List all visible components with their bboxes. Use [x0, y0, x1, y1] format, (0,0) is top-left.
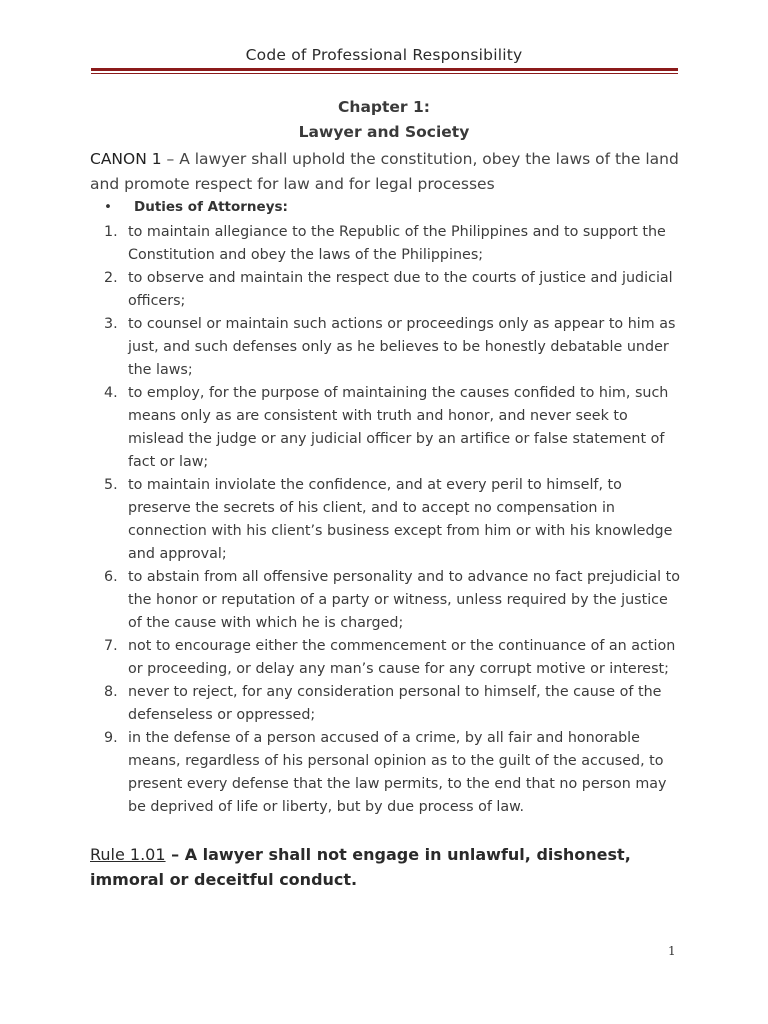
list-item-text: to abstain from all offensive personality and to advance no fact prejudicial to the honor or reputation of a party or witness, unless required by the justice of the cause with which he is charged;: [128, 569, 680, 631]
list-item-number: 7.: [104, 638, 118, 654]
list-item-number: 8.: [104, 684, 118, 700]
bullet-icon: •: [104, 199, 112, 215]
list-item-text: to counsel or maintain such actions or proceedings only as appear to him as just, and such defenses only as he believes to be honestly debatable under the laws;: [128, 316, 676, 378]
list-item-text: to employ, for the purpose of maintaining the causes confided to him, such means only as are consistent with truth and honor, and never seek to mislead the judge or any judicial officer by an artifice or false statement of fact or law;: [128, 385, 669, 470]
list-item-number: 3.: [104, 316, 118, 332]
list-item-text: to observe and maintain the respect due to the courts of justice and judicial officers;: [128, 270, 673, 309]
list-item: [104, 221, 684, 267]
duties-heading-text: Duties of Attorneys:: [134, 199, 288, 215]
list-item: [104, 267, 684, 313]
rule-paragraph: [90, 842, 690, 892]
header-rule-thick: [91, 68, 678, 71]
canon-paragraph: [90, 147, 690, 197]
list-item-number: 6.: [104, 569, 118, 585]
list-item-text: never to reject, for any consideration personal to himself, the cause of the defenseless or oppressed;: [128, 684, 662, 723]
list-item-number: 5.: [104, 477, 118, 493]
list-item-number: 2.: [104, 270, 118, 286]
page-number: 1: [668, 944, 676, 958]
list-item-text: to maintain allegiance to the Republic of the Philippines and to support the Constitution and obey the laws of the Philippines;: [128, 224, 666, 263]
chapter-number: Chapter 1:: [338, 98, 430, 116]
list-item: [104, 382, 684, 474]
list-item: [104, 681, 684, 727]
list-item: [104, 566, 684, 635]
list-item: [104, 635, 684, 681]
rule-text: – A lawyer shall not engage in unlawful, dishonest, immoral or deceitful conduct.: [90, 845, 631, 889]
canon-text: – A lawyer shall uphold the constitution, obey the laws of the land and promote respect for law and for legal processes: [90, 150, 679, 193]
rule-label: Rule 1.01: [90, 845, 166, 864]
header-rule-thin: [91, 73, 678, 74]
list-item-number: 1.: [104, 224, 118, 240]
canon-label: CANON 1: [90, 150, 162, 168]
page-header-title: Code of Professional Responsibility: [245, 46, 523, 64]
duties-heading: [104, 199, 288, 215]
list-item-number: 9.: [104, 730, 118, 746]
list-item: [104, 727, 684, 819]
chapter-title: Lawyer and Society: [298, 123, 470, 141]
duties-list: [104, 221, 684, 819]
list-item-text: not to encourage either the commencement or the continuance of an action or proceeding, or delay any man’s cause for any corrupt motive or interest;: [128, 638, 676, 677]
list-item-text: to maintain inviolate the confidence, and at every peril to himself, to preserve the secrets of his client, and to accept no compensation in connection with his client’s business except from him or with his knowledge and approval;: [128, 477, 673, 562]
list-item-text: in the defense of a person accused of a crime, by all fair and honorable means, regardless of his personal opinion as to the guilt of the accused, to present every defense that the law permits, to the end that no person may be deprived of life or liberty, but by due process of law.: [128, 730, 667, 815]
list-item-number: 4.: [104, 385, 118, 401]
list-item: [104, 474, 684, 566]
list-item: [104, 313, 684, 382]
